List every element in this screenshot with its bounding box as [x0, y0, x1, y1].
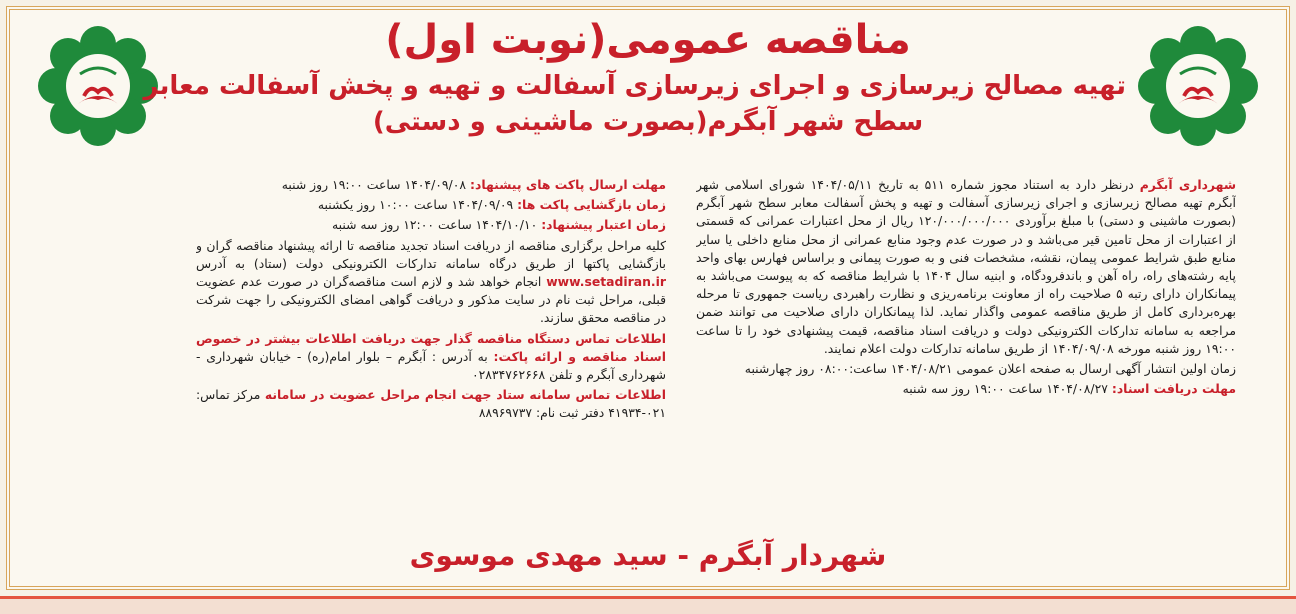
opening-time [196, 196, 666, 214]
left-column [196, 176, 666, 532]
document-deadline [696, 380, 1236, 398]
setad-contact-text: مرکز تماس: ۰۲۱-۴۱۹۳۴ دفتر ثبت نام: ۸۸۹۶۹۷۳۷ [196, 387, 666, 421]
procedure-paragraph [196, 237, 666, 328]
procedure-text-1: کلیه مراحل برگزاری مناقصه از دریافت اسناد تجدید مناقصه تا ارائه پیشنهاد مناقصه گران و بازگشایی پاکتها از طریق درگاه سامانه تدارکات الکترونیکی دولت (ستاد) به آدرس [196, 237, 666, 271]
submission-deadline-label: مهلت ارسال پاکت های پیشنهاد: [470, 177, 666, 192]
submission-deadline [196, 176, 666, 194]
document-deadline-label: مهلت دریافت اسناد: [1111, 381, 1236, 397]
abgarm-municipality-logo-right [1138, 26, 1258, 146]
contact-paragraph [196, 330, 666, 385]
setad-link[interactable]: www.setadiran.ir [546, 274, 666, 290]
publish-date: زمان اولین انتشار آگهی ارسال به صفحه اعلان عمومی ۱۴۰۴/۰۸/۲۱ ساعت:۰۸:۰۰ روز چهارشنبه [744, 361, 1236, 377]
ad-subtitle-line-2: سطح شهر آبگرم(بصورت ماشینی و دستی) [372, 107, 924, 137]
validity-time-label: زمان اعتبار پیشنهاد: [541, 217, 666, 233]
procedure-text-2: انجام خواهد شد و لازم است مناقصه‌گران در صورت عدم عضویت قبلی، مراحل ثبت نام در سایت مذکور و دریافت گواهی امضای الکترونیکی را جهت شرکت در مناقصه محقق سازند. [196, 274, 666, 326]
right-column [696, 176, 1236, 532]
setad-contact-paragraph [196, 386, 666, 422]
ad-body [196, 176, 1236, 532]
mayor-signature: شهردار آبگرم - سید مهدی موسوی [409, 539, 887, 572]
ad-header [143, 12, 1126, 140]
opening-time-value: ۱۴۰۴/۰۹/۰۹ ساعت ۱۰:۰۰ روز یکشنبه [317, 197, 514, 213]
ad-subtitle-line-1: تهیه مصالح زیرسازی و اجرای زیرسازی آسفالت و تهیه و پخش آسفالت معابر [143, 71, 1126, 101]
ad-title: مناقصه عمومی(نوبت اول) [385, 17, 911, 63]
contact-label: اطلاعات تماس دستگاه مناقصه گذار جهت دریافت اطلاعات بیشتر در خصوص اسناد مناقصه و ارائه پاکت: [196, 330, 666, 364]
validity-time [196, 216, 666, 234]
bottom-strip [0, 596, 1296, 614]
validity-time-value: ۱۴۰۴/۱۰/۱۰ ساعت ۱۲:۰۰ روز سه شنبه [331, 217, 538, 233]
contact-text: به آدرس : آبگرم – بلوار امام(ره) - خیابان شهرداری - شهرداری آبگرم و تلفن ۰۲۸۳۴۷۶۲۶۶۸ [196, 348, 666, 383]
submission-deadline-value: ۱۴۰۴/۰۹/۰۸ ساعت ۱۹:۰۰ روز شنبه [281, 177, 467, 192]
abgarm-municipality-logo-left [38, 26, 158, 146]
intro-label: شهرداری آبگرم [1139, 177, 1236, 192]
opening-time-label: زمان بازگشایی پاکت ها: [517, 197, 666, 213]
setad-contact-label: اطلاعات تماس سامانه ستاد جهت انجام مراحل عضویت در سامانه [264, 387, 666, 403]
intro-text: درنظر دارد به استناد مجوز شماره ۵۱۱ به تاریخ ۱۴۰۴/۰۵/۱۱ شورای اسلامی شهر آبگرم تهیه مصالح زیرسازی و اجرای زیرسازی آسفالت و تهیه و پخش آسفالت معابر سطح شهر آبگرم (بصورت ماشینی و دستی) با مبلغ برآوردی ۱۲۰/۰۰۰/۰۰۰/۰۰۰ ریال از محل اعتبارات عمرانی که قسمتی از اعتبارات از محل تامین قیر می‌باشد و در صورت عدم وجود منابع عمرانی از محل منابع داخلی یا سایر منابع طبق شرایط عمومی پیمان، نقشه، مشخصات فنی و به صورت پیمانی و براساس فهارس بهای واحد پایه رشته‌های راه، راه آهن و باندفرودگاه، و ابنیه سال ۱۴۰۴ با شرایط مناقصه که به پیوست می‌باشد به پیمانکاران دارای رتبه ۵ صلاحیت راه از معاونت برنامه‌ریزی و نظارت راهبردی ریاست جمهوری تا مرحله بهره‌برداری کامل از طریق مناقصه عمومی واگذار نماید. لذا پیمانکاران دارای صلاحیت می توانند ضمن مراجعه به سامانه تدارکات الکترونیکی دولت و دریافت اسناد مناقصه، قیمت پیشنهادی خود را تا ساعت ۱۹:۰۰ روز شنبه مورخه ۱۴۰۴/۰۹/۰۸ از طریق سامانه تدارکات دولت اعلام نمایند. [696, 177, 1236, 356]
intro-paragraph [696, 176, 1236, 358]
document-deadline-value: ۱۴۰۴/۰۸/۲۷ ساعت ۱۹:۰۰ روز سه شنبه [902, 381, 1108, 397]
